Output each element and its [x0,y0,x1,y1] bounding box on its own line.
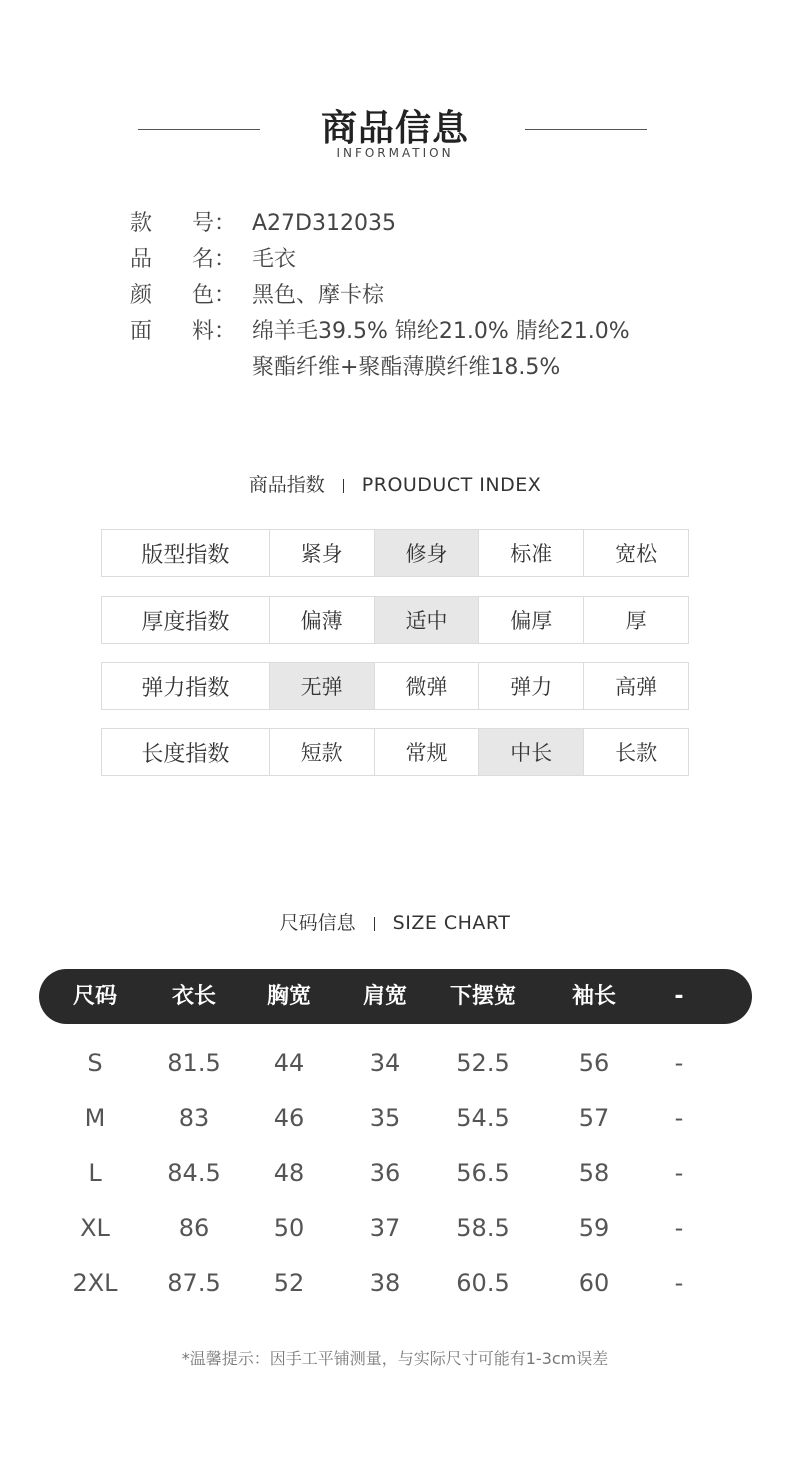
index-option: 厚 [583,597,688,643]
index-option: 标准 [478,530,583,576]
size-cell: - [674,1104,684,1132]
size-cell: 35 [369,1104,401,1132]
size-cell: 52.5 [456,1049,510,1077]
size-cell: 59 [578,1214,610,1242]
size-cell: - [674,1214,684,1242]
size-cell: 50 [273,1214,305,1242]
size-cell: 44 [273,1049,305,1077]
size-cell: 36 [369,1159,401,1187]
size-cell: 57 [578,1104,610,1132]
index-option: 偏薄 [269,597,374,643]
info-label [192,350,252,386]
info-value: 黑色、摩卡棕 [252,283,385,308]
info-value: A27D312035 [252,211,396,236]
index-option: 长款 [583,729,688,775]
info-label: 颜 [130,283,153,308]
page-title: 商品信息 [320,108,469,149]
info-label: 号： [192,211,237,236]
index-option: 弹力 [478,663,583,709]
info-row-color [130,278,630,314]
index-row [101,728,689,776]
size-cell: 54.5 [456,1104,510,1132]
size-cell: M [84,1104,106,1132]
measurement-note: *温馨提示：因手工平铺测量，与实际尺寸可能有1-3cm误差 [181,1349,609,1368]
info-row-style-no [130,206,630,242]
size-cell: XL [80,1214,110,1242]
size-header-cell: 尺码 [72,984,117,1009]
size-row [0,1256,790,1311]
title-divider [343,479,344,493]
index-option: 紧身 [269,530,374,576]
index-row-name: 长度指数 [141,741,230,767]
index-option-selected: 适中 [374,597,479,643]
size-header-cell: - [674,984,684,1009]
size-header-cell: 袖长 [571,984,616,1009]
info-row-material [130,314,630,350]
index-option: 高弹 [583,663,688,709]
size-title-en: SIZE CHART [392,912,511,934]
size-cell: L [88,1159,102,1187]
size-section-title [0,908,790,935]
info-label: 面 [130,319,153,344]
index-title-en: PROUDUCT INDEX [361,474,542,496]
index-option: 微弹 [374,663,479,709]
size-cell: 34 [369,1049,401,1077]
size-cell: - [674,1049,684,1077]
size-cell: - [674,1269,684,1297]
info-value: 聚酯纤维+聚酯薄膜纤维18.5% [252,355,561,380]
info-label: 料： [192,319,237,344]
size-title-cn: 尺码信息 [279,912,356,934]
size-row [0,1036,790,1091]
info-label [130,350,192,386]
index-row [101,662,689,710]
index-row-name: 弹力指数 [141,675,230,701]
size-cell: 83 [178,1104,210,1132]
info-value: 绵羊毛39.5% 锦纶21.0% 腈纶21.0% [252,319,630,344]
size-header-cell: 衣长 [171,984,216,1009]
index-option-selected: 无弹 [269,663,374,709]
size-row [0,1091,790,1146]
index-row [101,596,689,644]
size-header-cell: 肩宽 [362,984,407,1009]
index-option: 常规 [374,729,479,775]
index-row [101,529,689,577]
size-row [0,1146,790,1201]
size-cell: 84.5 [167,1159,221,1187]
size-cell: 46 [273,1104,305,1132]
size-cell: 37 [369,1214,401,1242]
size-cell: 38 [369,1269,401,1297]
info-label: 品 [130,247,153,272]
index-option: 短款 [269,729,374,775]
size-cell: 52 [273,1269,305,1297]
size-cell: 56 [578,1049,610,1077]
size-cell: S [87,1049,103,1077]
index-option: 宽松 [583,530,688,576]
size-table-header [39,969,752,1024]
index-row-name: 厚度指数 [141,609,230,635]
page-subtitle: INFORMATION [336,146,454,160]
size-cell: 2XL [72,1269,118,1297]
size-header-cell: 下摆宽 [449,984,516,1009]
info-value: 毛衣 [252,247,297,272]
index-option-selected: 中长 [478,729,583,775]
size-cell: 48 [273,1159,305,1187]
size-cell: 56.5 [456,1159,510,1187]
info-label: 色： [192,283,237,308]
info-row-material-cont [130,350,630,386]
size-cell: 60.5 [456,1269,510,1297]
size-header-cell: 胸宽 [266,984,311,1009]
size-cell: 86 [178,1214,210,1242]
size-cell: 60 [578,1269,610,1297]
index-title-cn: 商品指数 [248,474,325,496]
size-row [0,1201,790,1256]
info-label: 款 [130,211,153,236]
index-option-selected: 修身 [374,530,479,576]
size-cell: 87.5 [167,1269,221,1297]
size-cell: 58.5 [456,1214,510,1242]
info-row-name [130,242,630,278]
title-divider [374,917,375,931]
size-cell: 58 [578,1159,610,1187]
size-cell: - [674,1159,684,1187]
size-cell: 81.5 [167,1049,221,1077]
index-option: 偏厚 [478,597,583,643]
index-row-name: 版型指数 [141,542,230,568]
info-label: 名： [192,247,237,272]
index-section-title [0,470,790,497]
product-info [130,206,630,386]
